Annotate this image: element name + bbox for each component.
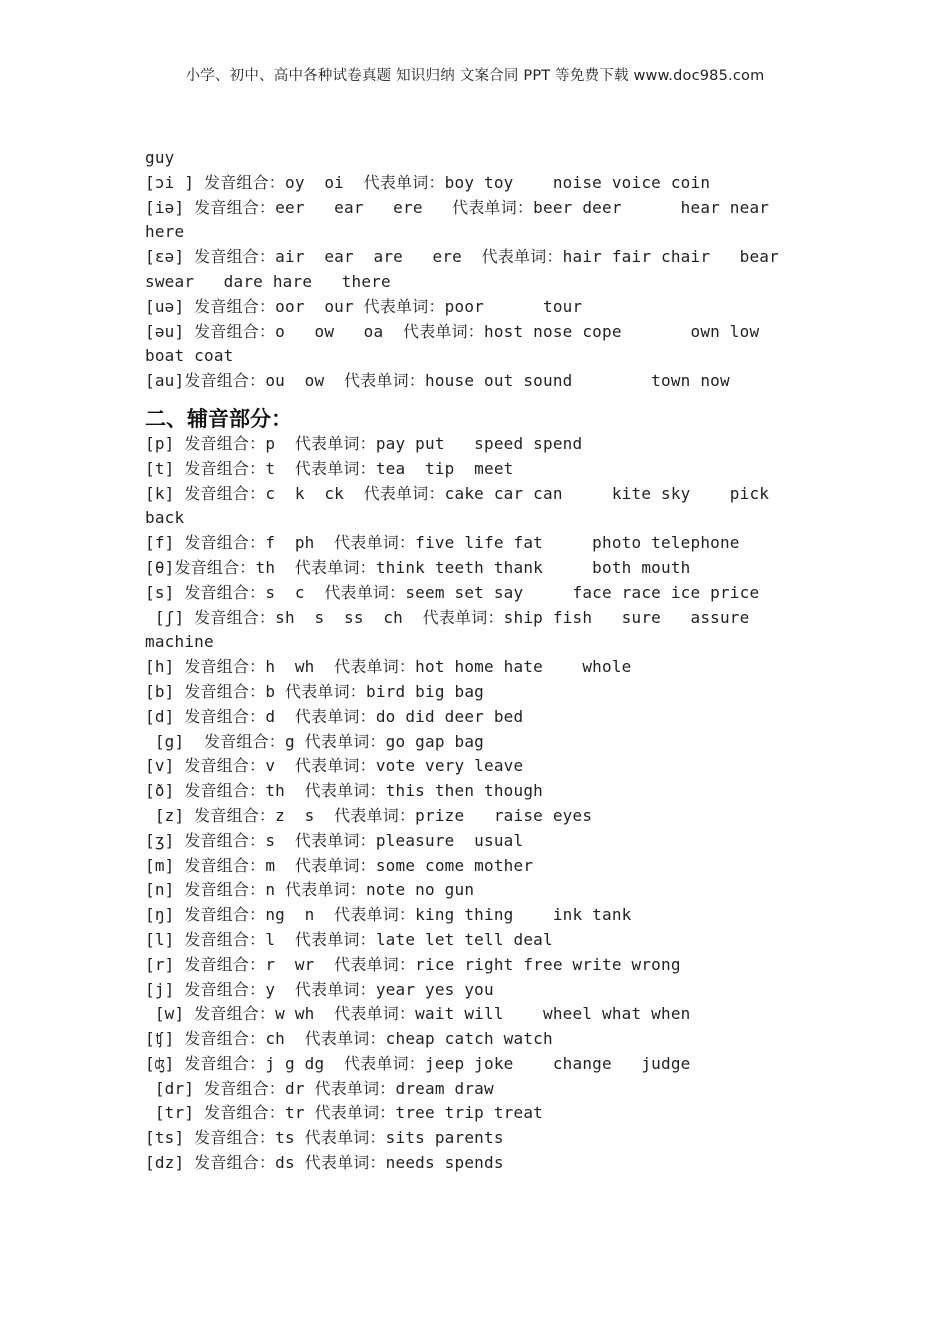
text-line: [θ]发音组合：th 代表单词：think teeth thank both mouth <box>145 557 691 577</box>
vowel-section <box>145 146 825 394</box>
text-line: guy <box>145 148 175 167</box>
text-line: [iə] 发音组合：eer ear ere 代表单词：beer deer hear near <box>145 197 770 217</box>
text-line: [ð] 发音组合：th 代表单词：this then though <box>145 781 543 801</box>
text-line: [l] 发音组合：l 代表单词：late let tell deal <box>145 929 553 949</box>
text-line: [k] 发音组合：c k ck 代表单词：cake car can kite sky pick <box>145 483 770 503</box>
text-line: [tr] 发音组合：tr 代表单词：tree trip treat <box>145 1103 543 1123</box>
text-line: [v] 发音组合：v 代表单词：vote very leave <box>145 756 524 776</box>
text-line: [ɔi ] 发音组合：oy oi 代表单词：boy toy noise voice coin <box>145 172 711 192</box>
text-line: [h] 发音组合：h wh 代表单词：hot home hate whole <box>145 657 632 677</box>
text-line: [ʤ] 发音组合：j g dg 代表单词：jeep joke change judge <box>145 1053 691 1073</box>
text-line: swear dare hare there <box>145 271 391 291</box>
consonant-heading: 二、辅音部分： <box>145 406 292 431</box>
text-line: [t] 发音组合：t 代表单词：tea tip meet <box>145 458 514 478</box>
text-line: back <box>145 508 185 528</box>
text-line: [əu] 发音组合：o ow oa 代表单词：host nose cope own low <box>145 321 760 341</box>
text-line: [m] 发音组合：m 代表单词：some come mother <box>145 855 534 875</box>
text-line: here <box>145 222 185 242</box>
text-line: [ʃ] 发音组合：sh s ss ch 代表单词：ship fish sure assure <box>145 607 750 627</box>
text-line: [j] 发音组合：y 代表单词：year yes you <box>145 979 494 999</box>
consonant-section <box>145 432 825 1176</box>
text-line: [b] 发音组合：b 代表单词：bird big bag <box>145 681 484 701</box>
text-line: [f] 发音组合：f ph 代表单词：five life fat photo telephone <box>145 533 740 553</box>
text-line: [ʒ] 发音组合：s 代表单词：pleasure usual <box>145 830 524 850</box>
page-header: 小学、初中、高中各种试卷真题 知识归纳 文案合同 PPT 等免费下载 www.doc985.com <box>185 68 765 84</box>
text-line: [r] 发音组合：r wr 代表单词：rice right free write wrong <box>145 954 681 974</box>
text-line: [uə] 发音组合：oor our 代表单词：poor tour <box>145 296 583 316</box>
text-line: [dr] 发音组合：dr 代表单词：dream draw <box>145 1078 494 1098</box>
text-line: [εə] 发音组合：air ear are ere 代表单词：hair fair chair bear <box>145 247 779 267</box>
text-line: [w] 发音组合：w wh 代表单词：wait will wheel what when <box>145 1004 691 1024</box>
text-line: [ts] 发音组合：ts 代表单词：sits parents <box>145 1128 504 1148</box>
text-line: [p] 发音组合：p 代表单词：pay put speed spend <box>145 433 583 453</box>
text-line: [ŋ] 发音组合：ng n 代表单词：king thing ink tank <box>145 905 632 925</box>
text-line: [ʧ] 发音组合：ch 代表单词：cheap catch watch <box>145 1029 553 1049</box>
text-line: [dz] 发音组合：ds 代表单词：needs spends <box>145 1153 504 1173</box>
text-line: [s] 发音组合：s c 代表单词：seem set say face race ice price <box>145 582 760 602</box>
text-line: [n] 发音组合：n 代表单词：note no gun <box>145 880 475 900</box>
text-line: [g] 发音组合：g 代表单词：go gap bag <box>145 731 484 751</box>
document-body <box>145 146 825 1176</box>
text-line: machine <box>145 632 214 652</box>
text-line: [au]发音组合：ou ow 代表单词：house out sound town now <box>145 371 730 391</box>
text-line: boat coat <box>145 346 234 366</box>
text-line: [d] 发音组合：d 代表单词：do did deer bed <box>145 706 524 726</box>
text-line: [z] 发音组合：z s 代表单词：prize raise eyes <box>145 805 593 825</box>
